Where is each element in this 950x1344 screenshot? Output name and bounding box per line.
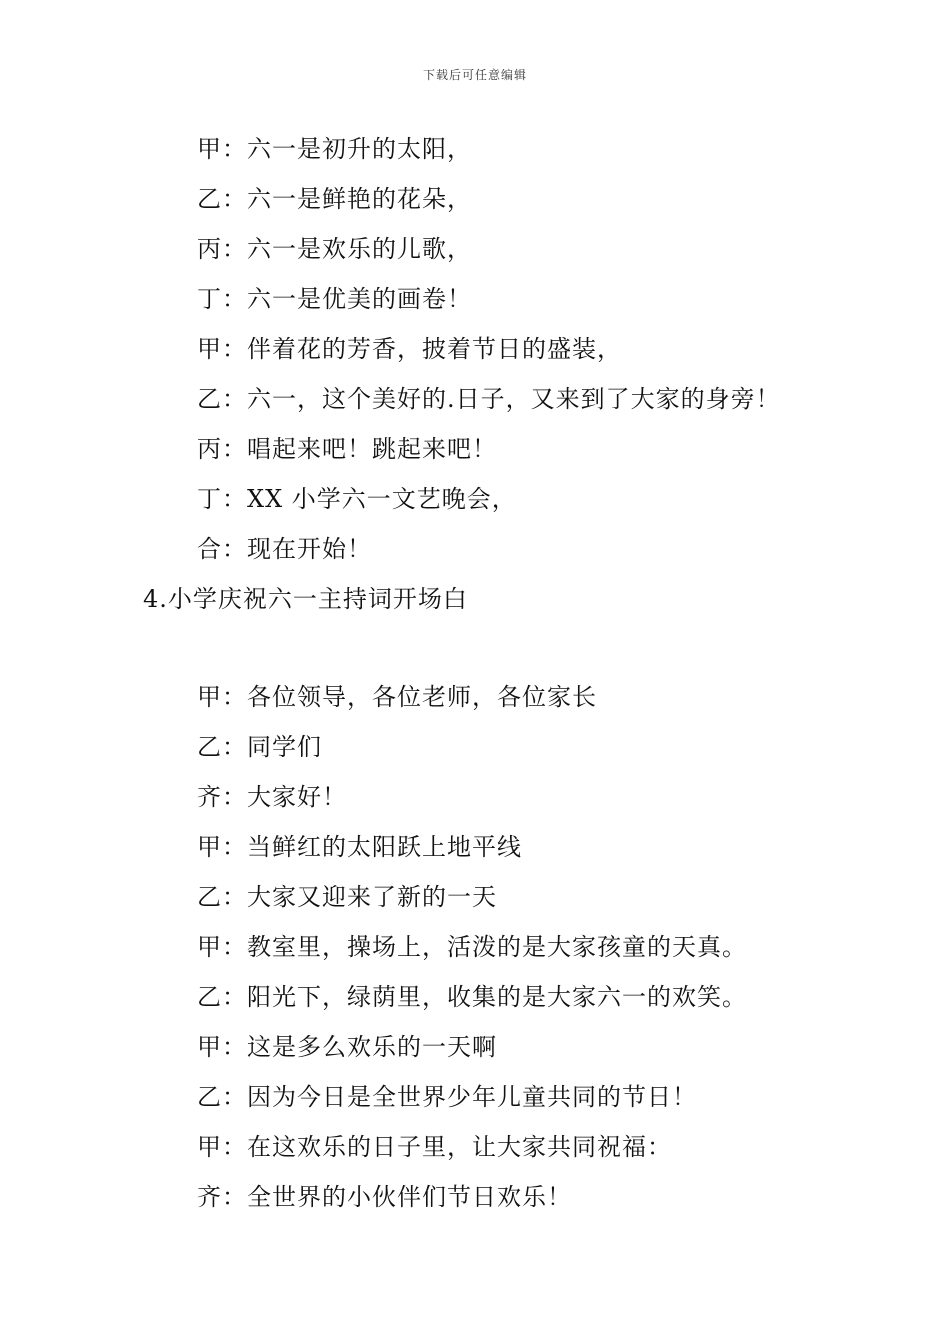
dialogue-line	[197, 234, 472, 264]
line-text: 各位领导，各位老师，各位家长	[247, 683, 597, 711]
separator: ：	[222, 1083, 247, 1111]
line-text: 同学们	[247, 733, 322, 761]
separator: ：	[222, 335, 247, 363]
dialogue-line	[197, 1182, 572, 1212]
separator: ：	[222, 235, 247, 263]
separator: ：	[222, 435, 247, 463]
line-text: 伴着花的芳香，披着节日的盛装，	[247, 335, 622, 363]
line-text: 在这欢乐的日子里，让大家共同祝福：	[247, 1133, 672, 1161]
separator: ：	[222, 185, 247, 213]
separator: ：	[222, 833, 247, 861]
line-text: 六一，这个美好的.日子，又来到了大家的身旁！	[247, 385, 781, 413]
separator: ：	[222, 135, 247, 163]
dialogue-line	[197, 932, 747, 962]
separator: ：	[222, 385, 247, 413]
line-text: 现在开始！	[247, 535, 372, 563]
speaker-label: 丙	[197, 435, 222, 463]
dialogue-line	[197, 1082, 697, 1112]
speaker-label: 丙	[197, 235, 222, 263]
line-text: 六一是欢乐的儿歌，	[247, 235, 472, 263]
speaker-label: 齐	[197, 1183, 222, 1211]
speaker-label: 乙	[197, 733, 222, 761]
line-text: 六一是优美的画卷！	[247, 285, 472, 313]
separator: ：	[222, 883, 247, 911]
line-text: 大家好！	[247, 783, 347, 811]
speaker-label: 甲	[197, 135, 222, 163]
speaker-label: 甲	[197, 933, 222, 961]
line-text: 六一是初升的太阳，	[247, 135, 472, 163]
dialogue-line	[197, 484, 517, 514]
dialogue-line	[197, 682, 597, 712]
dialogue-line	[197, 882, 497, 912]
dialogue-line	[197, 134, 472, 164]
dialogue-line	[197, 1032, 497, 1062]
speaker-label: 合	[197, 535, 222, 563]
separator: ：	[222, 733, 247, 761]
line-text: 阳光下，绿荫里，收集的是大家六一的欢笑。	[247, 983, 747, 1011]
dialogue-line	[197, 284, 472, 314]
speaker-label: 齐	[197, 783, 222, 811]
line-text: 当鲜红的太阳跃上地平线	[247, 833, 522, 861]
dialogue-line	[197, 732, 322, 762]
separator: ：	[222, 485, 247, 513]
speaker-label: 甲	[197, 683, 222, 711]
section-heading: 4.小学庆祝六一主持词开场白	[143, 585, 468, 613]
speaker-label: 丁	[197, 485, 222, 513]
dialogue-line	[197, 434, 497, 464]
line-text: XX 小学六一文艺晚会，	[247, 485, 517, 513]
speaker-label: 乙	[197, 185, 222, 213]
separator: ：	[222, 535, 247, 563]
dialogue-line	[197, 334, 622, 364]
speaker-label: 乙	[197, 1083, 222, 1111]
separator: ：	[222, 783, 247, 811]
speaker-label: 丁	[197, 285, 222, 313]
speaker-label: 甲	[197, 335, 222, 363]
separator: ：	[222, 285, 247, 313]
line-text: 唱起来吧！跳起来吧！	[247, 435, 497, 463]
page-header: 下载后可任意编辑	[422, 68, 527, 82]
speaker-label: 乙	[197, 983, 222, 1011]
separator: ：	[222, 1133, 247, 1161]
separator: ：	[222, 1183, 247, 1211]
line-text: 因为今日是全世界少年儿童共同的节日！	[247, 1083, 697, 1111]
dialogue-line	[197, 832, 522, 862]
speaker-label: 甲	[197, 833, 222, 861]
line-text: 六一是鲜艳的花朵，	[247, 185, 472, 213]
dialogue-line	[197, 1132, 672, 1162]
speaker-label: 甲	[197, 1133, 222, 1161]
dialogue-line	[197, 534, 372, 564]
dialogue-line	[197, 782, 347, 812]
speaker-label: 乙	[197, 385, 222, 413]
dialogue-line	[197, 184, 472, 214]
separator: ：	[222, 683, 247, 711]
separator: ：	[222, 933, 247, 961]
dialogue-line	[197, 384, 781, 414]
separator: ：	[222, 983, 247, 1011]
dialogue-line	[197, 982, 747, 1012]
line-text: 全世界的小伙伴们节日欢乐！	[247, 1183, 572, 1211]
line-text: 大家又迎来了新的一天	[247, 883, 497, 911]
line-text: 这是多么欢乐的一天啊	[247, 1033, 497, 1061]
speaker-label: 甲	[197, 1033, 222, 1061]
line-text: 教室里，操场上，活泼的是大家孩童的天真。	[247, 933, 747, 961]
separator: ：	[222, 1033, 247, 1061]
speaker-label: 乙	[197, 883, 222, 911]
